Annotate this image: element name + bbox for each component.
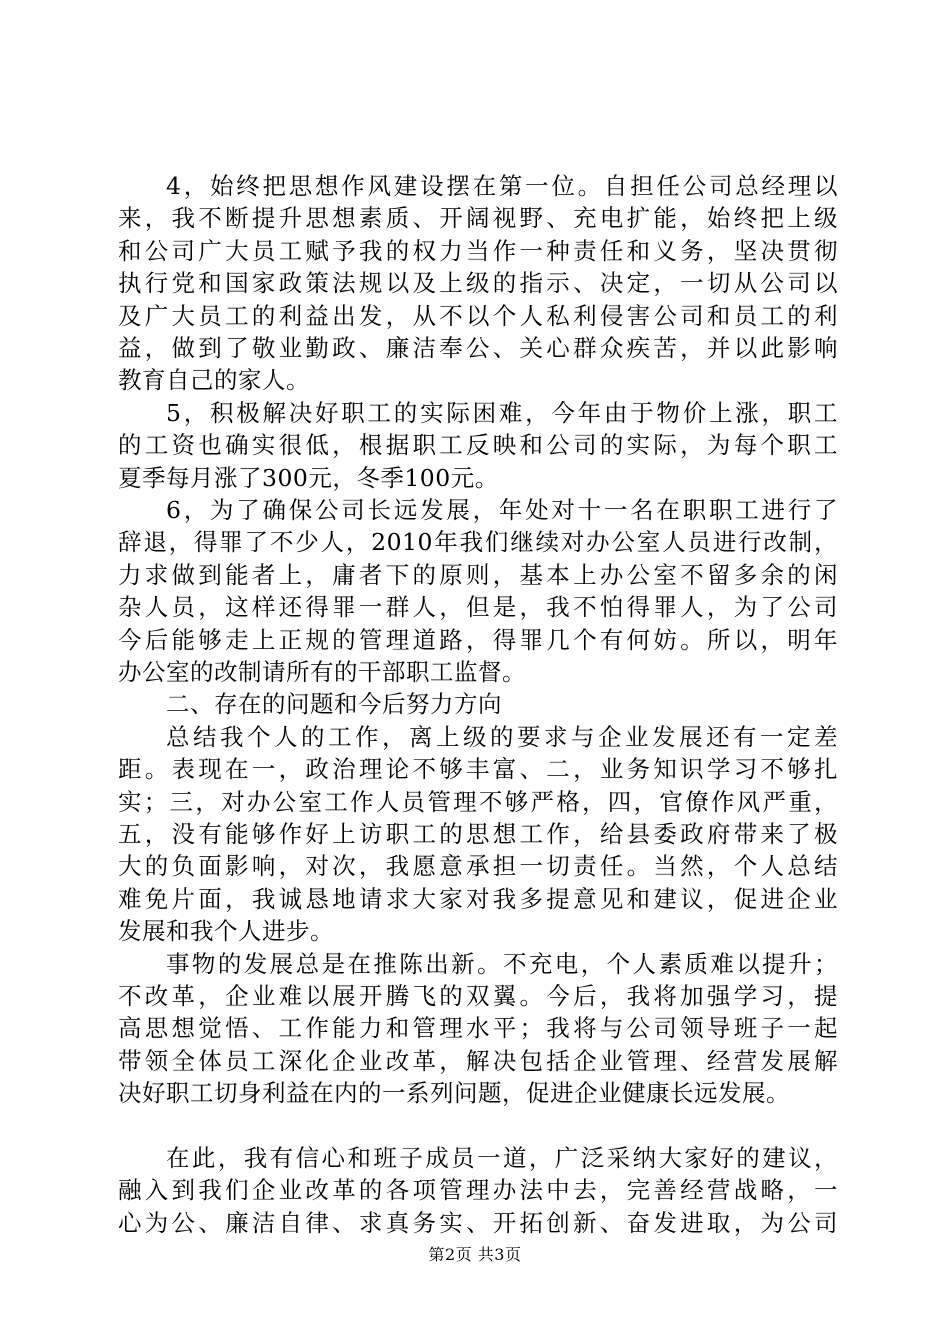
text-line: 4，始终把思想作风建设摆在第一位。自担任公司总经理以 xyxy=(166,172,838,200)
page-footer: 第2页 共3页 xyxy=(428,1245,522,1264)
text-line: 益，做到了敬业勤政、廉洁奉公、关心群众疾苦，并以此影响 xyxy=(118,334,838,362)
text-line: 高思想觉悟、工作能力和管理水平；我将与公司领导班子一起 xyxy=(118,1014,838,1043)
text-line: 决好职工切身利益在内的一系列问题，促进企业健康长远发展。 xyxy=(118,1079,790,1108)
text-line: 距。表现在一，政治理论不够丰富、二，业务知识学习不够扎 xyxy=(118,755,838,784)
text-line: 夏季每月涨了300元，冬季100元。 xyxy=(118,463,499,492)
text-line: 难免片面，我诚恳地请求大家对我多提意见和建议，促进企业 xyxy=(118,884,838,913)
text-line: 来，我不断提升思想素质、开阔视野、充电扩能，始终把上级 xyxy=(118,204,838,233)
text-line: 在此，我有信心和班子成员一道，广泛采纳大家好的建议， xyxy=(166,1144,838,1172)
text-line: 不改革，企业难以展开腾飞的双翼。今后，我将加强学习，提 xyxy=(118,982,838,1010)
text-line: 6，为了确保公司长远发展，年处对十一名在职职工进行了 xyxy=(166,496,838,524)
text-line: 实；三，对办公室工作人员管理不够严格，四，官僚作风严重， xyxy=(118,787,838,816)
text-line: 总结我个人的工作，离上级的要求与企业发展还有一定差 xyxy=(166,722,838,751)
text-line: 的工资也确实很低，根据职工反映和公司的实际，为每个职工 xyxy=(118,431,838,460)
text-line: 心为公、廉洁自律、求真务实、开拓创新、奋发进取，为公司 xyxy=(118,1208,838,1237)
text-line: 发展和我个人进步。 xyxy=(118,917,334,946)
text-line: 今后能够走上正规的管理道路，得罪几个有何妨。所以，明年 xyxy=(118,625,838,654)
text-line: 带领全体员工深化企业改革，解决包括企业管理、经营发展解 xyxy=(118,1046,838,1075)
text-line: 二、存在的问题和今后努力方向 xyxy=(166,690,502,719)
text-line: 及广大员工的利益出发，从不以个人私利侵害公司和员工的利 xyxy=(118,301,838,330)
text-line: 和公司广大员工赋予我的权力当作一种责任和义务，坚决贯彻 xyxy=(118,236,838,265)
text-line: 杂人员，这样还得罪一群人，但是，我不怕得罪人，为了公司 xyxy=(118,593,838,622)
text-line: 五，没有能够作好上访职工的思想工作，给县委政府带来了极 xyxy=(118,820,838,848)
text-line: 辞退，得罪了不少人，2010年我们继续对办公室人员进行改制， xyxy=(118,528,838,557)
text-line: 执行党和国家政策法规以及上级的指示、决定，一切从公司以 xyxy=(118,269,838,298)
text-line: 力求做到能者上，庸者下的原则，基本上办公室不留多余的闲 xyxy=(118,560,838,589)
text-line: 教育自己的家人。 xyxy=(118,366,310,395)
blank-line xyxy=(118,1110,838,1142)
text-line: 办公室的改制请所有的干部职工监督。 xyxy=(118,658,526,686)
text-line: 5，积极解决好职工的实际困难，今年由于物价上涨，职工 xyxy=(166,398,838,427)
text-line: 大的负面影响，对次，我愿意承担一切责任。当然，个人总结 xyxy=(118,852,838,881)
text-line: 事物的发展总是在推陈出新。不充电，个人素质难以提升； xyxy=(166,949,838,978)
text-line: 融入到我们企业改革的各项管理办法中去，完善经营战略，一 xyxy=(118,1176,838,1205)
